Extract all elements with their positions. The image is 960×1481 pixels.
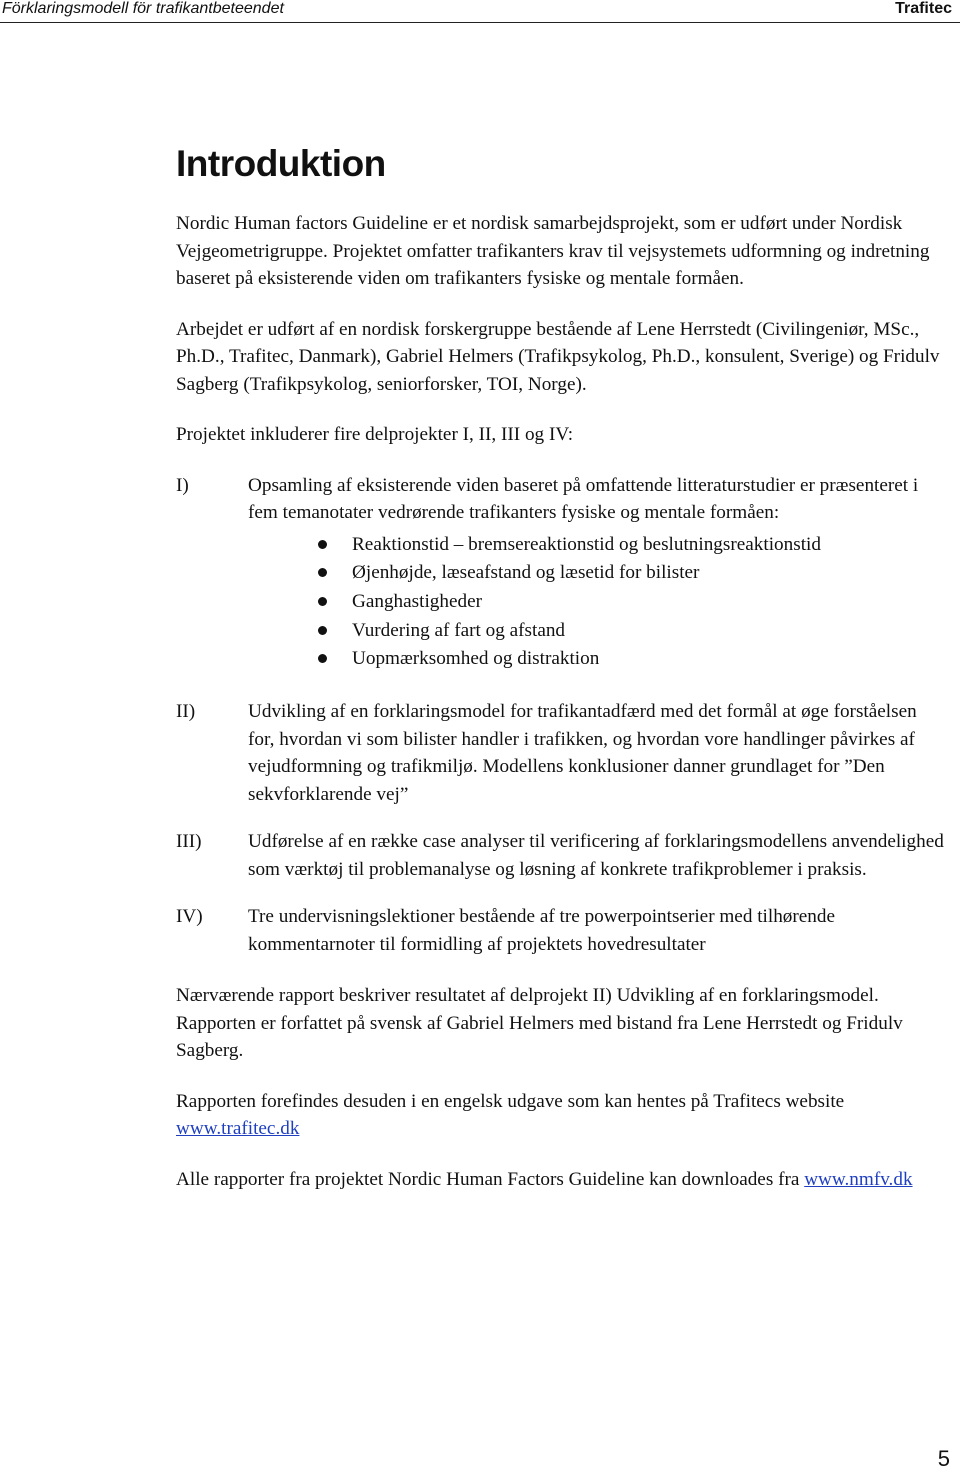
subproject-item-3 <box>176 828 946 883</box>
subproject-item-4 <box>176 903 946 958</box>
header-organization: Trafitec <box>895 0 952 17</box>
bullet-icon <box>318 597 327 606</box>
downloads-paragraph: Alle rapporter fra projektet Nordic Human Factors Guideline kan downloades fra www.nmfv.dk <box>176 1168 913 1190</box>
list-item: Ganghastigheder <box>352 588 946 617</box>
subproject-text: Opsamling af eksisterende viden baseret på omfattende litteraturstudier er præsenteret i fem temanotater vedrørende trafikanters fysiske og mentale formåen: <box>248 474 919 523</box>
header-divider <box>0 22 960 23</box>
subprojects-intro: Projektet inkluderer fire delprojekter I, II, III og IV: <box>176 424 574 445</box>
subproject-number: IV) <box>176 906 203 928</box>
intro-paragraph: Nordic Human factors Guideline er et nordisk samarbejdsprojekt, som er udført under Nordisk Vejgeometrigruppe. Projektet omfatter trafikanters krav til vejsystemets udformning og indretning baseret på eksisterende viden om trafikanters fysiske og mentale formåen. <box>176 213 930 289</box>
subproject-item-1 <box>176 472 946 675</box>
bullet-icon <box>318 540 327 549</box>
english-version-paragraph: Rapporten forefindes desuden i en engelsk udgave som kan hentes på Trafitecs website www.trafitec.dk <box>176 1090 845 1140</box>
page-title: Introduktion <box>176 143 386 184</box>
subproject-text: Udførelse af en række case analyser til verificering af forklaringsmodellens anvendelighed som værktøj til problemanalyse og løsning af konkrete trafikproblemer i praksis. <box>248 831 944 880</box>
page-number: 5 <box>937 1446 950 1471</box>
trafitec-website-link[interactable]: www.trafitec.dk <box>176 1118 300 1140</box>
authors-paragraph: Arbejdet er udført af en nordisk forskergruppe bestående af Lene Herrstedt (Civilingeniør, MSc., Ph.D., Trafitec, Danmark), Gabriel Helmers (Trafikpsykolog, Ph.D., konsulent, Sverige) og Fridulv Sagberg (Trafikpsykolog, seniorforsker, TOI, Norge). <box>176 318 940 395</box>
main-content <box>176 142 946 1216</box>
header-document-title: Förklaringsmodell för trafikantbeteendet <box>2 0 284 17</box>
list-item: Øjenhøjde, læseafstand og læsetid for bilister <box>352 559 946 588</box>
bullet-icon <box>318 626 327 635</box>
bullet-icon <box>318 654 327 663</box>
list-item: Vurdering af fart og afstand <box>352 617 946 646</box>
theme-list <box>248 531 946 675</box>
bullet-icon <box>318 568 327 577</box>
list-item: Reaktionstid – bremsereaktionstid og beslutningsreaktionstid <box>352 531 946 560</box>
page-header <box>0 0 960 22</box>
subproject-item-2 <box>176 698 946 808</box>
nmfv-website-link[interactable]: www.nmfv.dk <box>804 1168 913 1190</box>
subproject-text: Tre undervisningslektioner bestående af tre powerpointserier med tilhørende kommentarnoter til formidling af projektets hovedresultater <box>248 906 835 955</box>
report-description-paragraph: Nærværende rapport beskriver resultatet af delprojekt II) Udvikling af en forklaringsmodel. Rapporten er forfattet på svensk af Gabriel Helmers med bistand fra Lene Herrstedt og Fridulv Sagberg. <box>176 985 903 1062</box>
subproject-number: III) <box>176 831 202 853</box>
subproject-text: Udvikling af en forklaringsmodel for trafikantadfærd med det formål at øge forståelsen for, hvordan vi som bilister handler i trafikken, og hvordan vore handlinger påvirkes af vejudformning og trafikmiljø. Modellens konklusioner danner grundlaget for ”Den sekvforklarende vej” <box>248 701 917 805</box>
subproject-number: II) <box>176 701 196 723</box>
list-item: Uopmærksomhed og distraktion <box>352 645 946 674</box>
subproject-number: I) <box>176 474 189 496</box>
